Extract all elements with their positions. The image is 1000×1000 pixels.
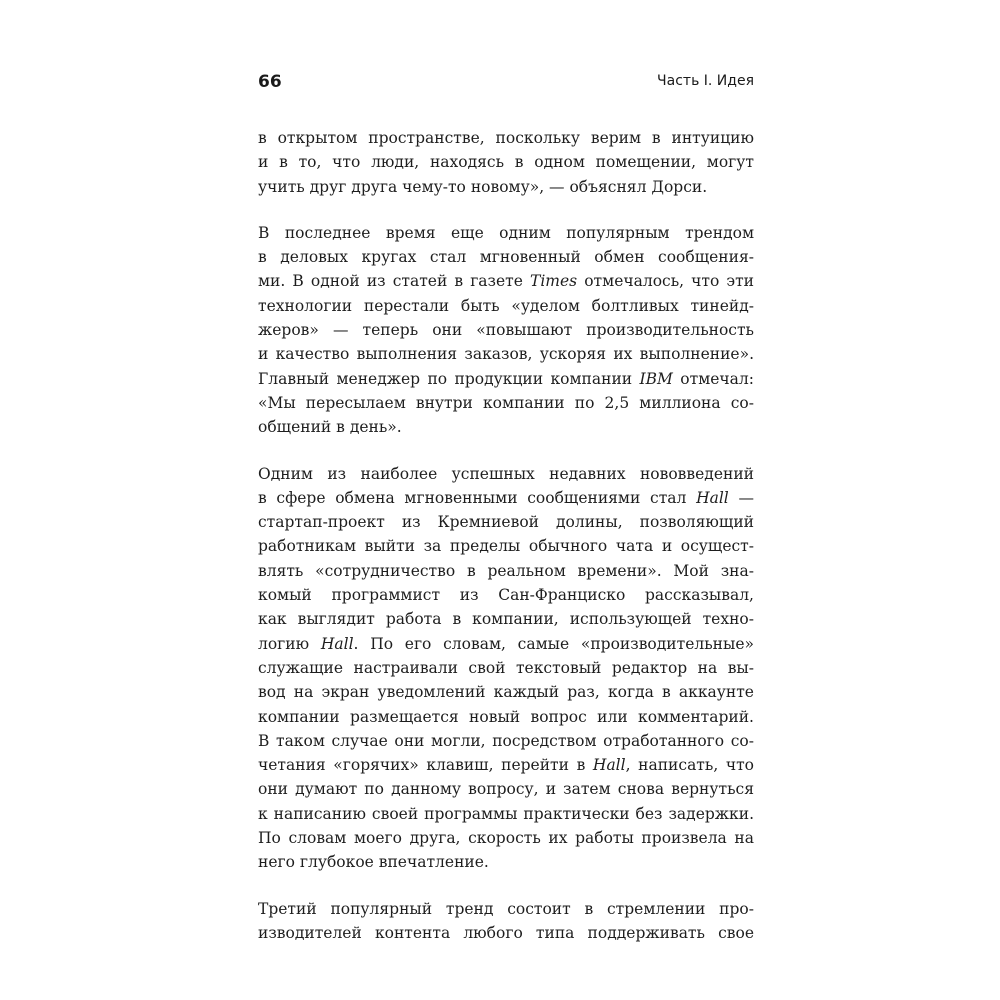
text-segment: четания «горячих» клавиш, перейти в (258, 756, 593, 775)
text-segment: , написать, что (625, 756, 755, 775)
text-line (258, 150, 754, 174)
text-segment: По словам моего друга, скорость их работы произвела на (258, 829, 754, 848)
text-line (258, 802, 754, 826)
text-segment: в деловых кругах стал мгновенный обмен сообщения- (258, 248, 754, 267)
text-line (258, 826, 754, 850)
section-title: Часть I. Идея (657, 73, 754, 89)
text-segment: В последнее время еще одним популярным трендом (258, 223, 754, 242)
text-line (258, 367, 754, 391)
text-segment: компании размещается новый вопрос или комментарий. (258, 707, 754, 726)
text-line (258, 729, 754, 753)
text-segment: изводителей контента любого типа поддерживать свое (258, 923, 754, 942)
text-line (258, 559, 754, 583)
text-line (258, 656, 754, 680)
text-line (258, 391, 754, 415)
text-line (258, 415, 754, 439)
text-segment: к написанию своей программы практически без задержки. (258, 804, 754, 823)
text-segment: отмечалось, что эти (577, 272, 754, 291)
text-segment: как выглядит работа в компании, использующей техно- (258, 610, 754, 629)
text-line (258, 126, 754, 150)
text-segment: ми. В одной из статей в газете (258, 272, 531, 291)
running-head (258, 72, 754, 96)
text-segment: в сфере обмена мгновенными сообщениями стал (258, 488, 697, 507)
text-line (258, 269, 754, 293)
text-segment: работникам выйти за пределы обычного чата и осущест- (258, 537, 754, 556)
page-number: 66 (258, 72, 282, 92)
text-line (258, 175, 754, 199)
text-line (258, 607, 754, 631)
italic-term: Hall (696, 488, 729, 507)
italic-term: IBM (639, 369, 673, 388)
text-line (258, 680, 754, 704)
text-segment: . По его словам, самые «производительные» (353, 634, 754, 653)
text-segment: В таком случае они могли, посредством отработанного со- (258, 731, 754, 750)
text-line (258, 850, 754, 874)
text-segment: служащие настраивали свой текстовый редактор на вы- (258, 658, 754, 677)
text-segment: вод на экран уведомлений каждый раз, когда в аккаунте (258, 683, 754, 702)
text-segment: него глубокое впечатление. (258, 853, 489, 872)
text-segment: стартап-проект из Кремниевой долины, позволяющий (258, 513, 754, 532)
text-segment: комый программист из Сан-Франциско рассказывал, (258, 586, 754, 605)
text-line (258, 583, 754, 607)
text-line (258, 318, 754, 342)
text-segment: технологии перестали быть «уделом болтливых тинейд- (258, 296, 754, 315)
text-line (258, 342, 754, 366)
text-line (258, 486, 754, 510)
text-segment: жеров» — теперь они «повышают производительность (258, 321, 754, 340)
text-segment: общений в день». (258, 418, 402, 437)
paragraph (258, 221, 754, 440)
text-line (258, 534, 754, 558)
text-segment: и в то, что люди, находясь в одном помещении, могут (258, 153, 754, 172)
body-text (258, 126, 754, 967)
text-line (258, 753, 754, 777)
text-segment: в открытом пространстве, поскольку верим в интуицию (258, 129, 754, 147)
text-segment: учить друг друга чему-то новому», — объяснял Дорси. (258, 177, 708, 196)
text-line (258, 897, 754, 921)
text-line (258, 294, 754, 318)
paragraph (258, 897, 754, 946)
text-line (258, 245, 754, 269)
text-line (258, 510, 754, 534)
text-line (258, 632, 754, 656)
text-segment: отмечал: (672, 369, 754, 388)
text-segment: Третий популярный тренд состоит в стремлении про- (258, 899, 754, 918)
text-line (258, 462, 754, 486)
paragraph (258, 462, 754, 875)
text-segment: — (728, 488, 754, 507)
text-line (258, 221, 754, 245)
italic-term: Times (530, 272, 578, 291)
text-segment: влять «сотрудничество в реальном времени». Мой зна- (258, 561, 754, 580)
text-segment: Главный менеджер по продукции компании (258, 369, 640, 388)
text-segment: и качество выполнения заказов, ускоряя их выполнение». (258, 345, 754, 364)
text-line (258, 777, 754, 801)
text-segment: Одним из наиболее успешных недавних нововведений (258, 464, 754, 483)
italic-term: Hall (592, 756, 626, 775)
text-segment: они думают по данному вопросу, и затем снова вернуться (258, 780, 754, 799)
text-segment: «Мы пересылаем внутри компании по 2,5 миллиона со- (258, 393, 754, 412)
italic-term: Hall (320, 634, 354, 653)
text-segment: логию (258, 634, 321, 653)
text-line (258, 921, 754, 945)
paragraph (258, 126, 754, 199)
text-line (258, 705, 754, 729)
